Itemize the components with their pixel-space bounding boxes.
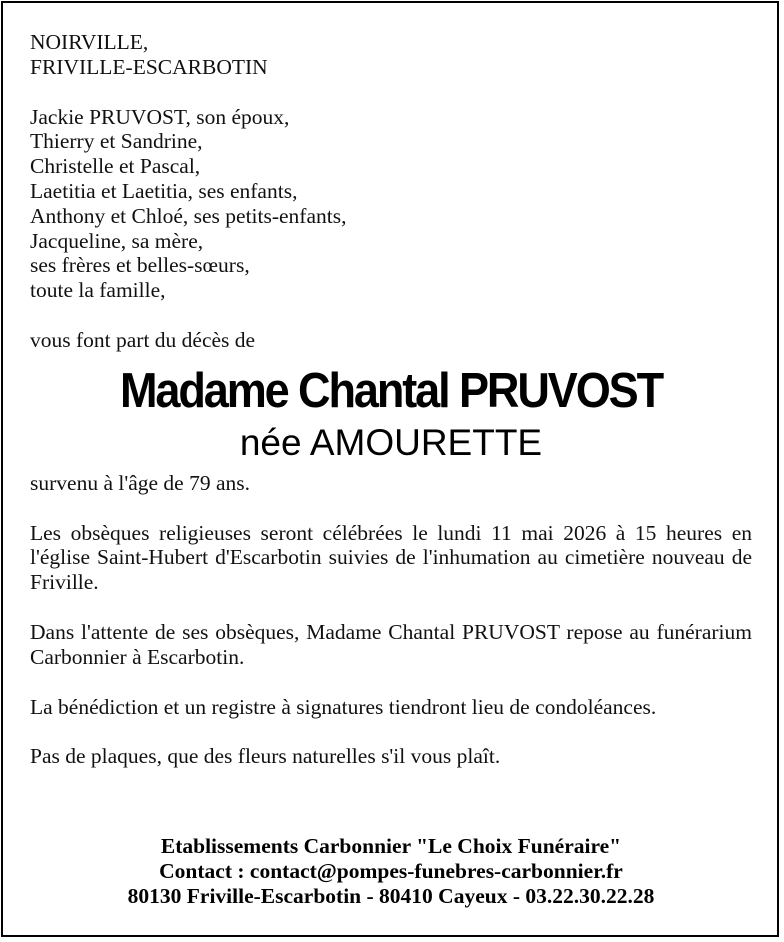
family-line: Anthony et Chloé, ses petits-enfants,: [30, 203, 347, 228]
flowers-paragraph: Pas de plaques, que des fleurs naturelles s'il vous plaît.: [30, 744, 501, 769]
family-line: Jackie PRUVOST, son époux,: [30, 104, 290, 129]
announcement-text: vous font part du décès de: [30, 327, 256, 352]
family-line: Thierry et Sandrine,: [30, 129, 203, 154]
family-line: Christelle et Pascal,: [30, 154, 201, 179]
death-notice: [30, 30, 752, 769]
location-line-1: NOIRVILLE,: [30, 30, 149, 54]
family-line: toute la famille,: [30, 278, 166, 303]
family-line: Jacqueline, sa mère,: [30, 228, 204, 253]
condolences-paragraph: La bénédiction et un registre à signatures tiendront lieu de condoléances.: [30, 694, 657, 719]
address-line: 80130 Friville-Escarbotin - 80410 Cayeux - 03.22.30.22.28: [127, 884, 655, 908]
family-line: Laetitia et Laetitia, ses enfants,: [30, 178, 298, 203]
contact-line: Contact : contact@pompes-funebres-carbonnier.fr: [159, 859, 623, 883]
funeral-paragraph: Les obsèques religieuses seront célébrées le lundi 11 mai 2026 à 15 heures en l'église Saint-Hubert d'Escarbotin suivies de l'inhumation au cimetière nouveau de Friville.: [30, 520, 752, 595]
funeral-home-footer: [30, 834, 752, 909]
family-list: [30, 105, 752, 303]
family-line: ses frères et belles-sœurs,: [30, 253, 250, 278]
rest-paragraph: Dans l'attente de ses obsèques, Madame Chantal PRUVOST repose au funérarium Carbonnier à Escarbotin.: [30, 619, 752, 669]
age-line: survenu à l'âge de 79 ans.: [30, 470, 250, 495]
deceased-maiden-name: née AMOURETTE: [239, 421, 543, 463]
location-line-2: FRIVILLE-ESCARBOTIN: [30, 54, 268, 79]
deceased-name: Madame Chantal PRUVOST: [119, 363, 663, 418]
company-name: Etablissements Carbonnier "Le Choix Funéraire": [160, 834, 622, 858]
location-header: [30, 30, 752, 80]
